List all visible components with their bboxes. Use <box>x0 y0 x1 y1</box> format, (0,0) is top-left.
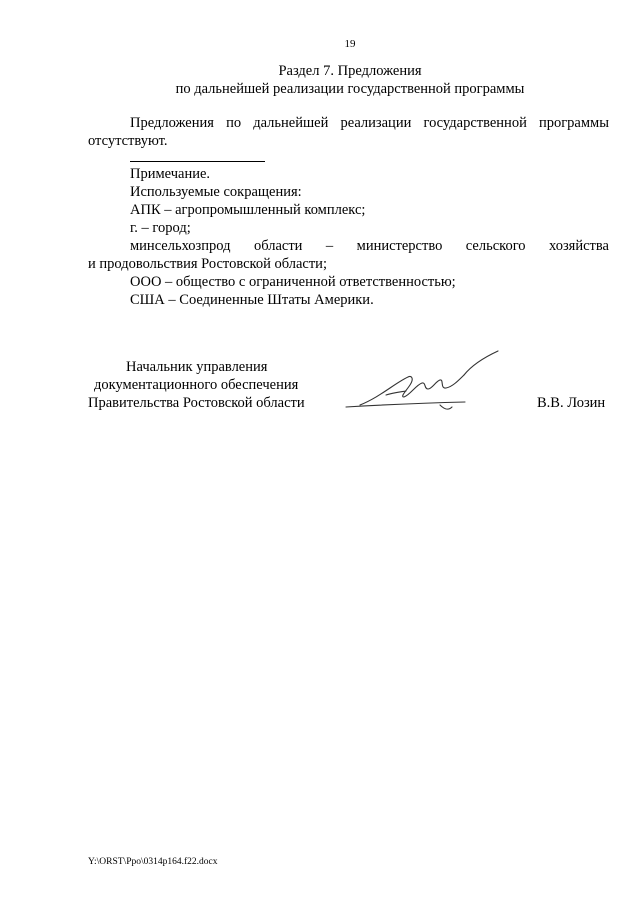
file-path-footer: Y:\ORST\Ppo\0314p164.f22.docx <box>88 857 218 867</box>
signer-position-line1: Начальник управления <box>126 359 268 375</box>
abbreviation-apk: АПК – агропромышленный комплекс; <box>130 202 366 218</box>
word: – <box>325 238 334 254</box>
body-paragraph-line2: отсутствуют. <box>88 133 168 149</box>
abbreviations-heading: Используемые сокращения: <box>130 184 302 200</box>
handwritten-signature <box>340 345 510 420</box>
signer-position-line2: документационного обеспечения <box>94 377 299 393</box>
section-title-line2: по дальнейшей реализации государственной программы <box>175 81 525 97</box>
word: реализации <box>340 115 412 131</box>
page-number: 19 <box>344 38 356 50</box>
notes-divider <box>130 161 265 162</box>
word: программы <box>538 115 609 131</box>
word: области <box>253 238 303 254</box>
signer-name: В.В. Лозин <box>537 395 606 411</box>
signer-position-line3: Правительства Ростовской области <box>88 395 305 411</box>
abbreviation-g: г. – город; <box>130 220 191 236</box>
section-title-line1: Раздел 7. Предложения <box>278 63 422 79</box>
word: хозяйства <box>549 238 609 254</box>
word: дальнейшей <box>253 115 329 131</box>
word: минсельхозпрод <box>130 238 231 254</box>
abbreviation-minselkhozprod-line1 <box>130 237 609 255</box>
word: по <box>226 115 242 131</box>
word: Предложения <box>130 115 214 131</box>
abbreviation-ooo: ООО – общество с ограниченной ответственностью; <box>130 274 456 290</box>
word: сельского <box>465 238 526 254</box>
body-paragraph-line1 <box>130 114 609 132</box>
notes-heading: Примечание. <box>130 166 211 182</box>
word: государственной <box>423 115 527 131</box>
abbreviation-usa: США – Соединенные Штаты Америки. <box>130 292 374 308</box>
abbreviation-minselkhozprod-line2: и продовольствия Ростовской области; <box>88 256 327 272</box>
word: министерство <box>356 238 443 254</box>
